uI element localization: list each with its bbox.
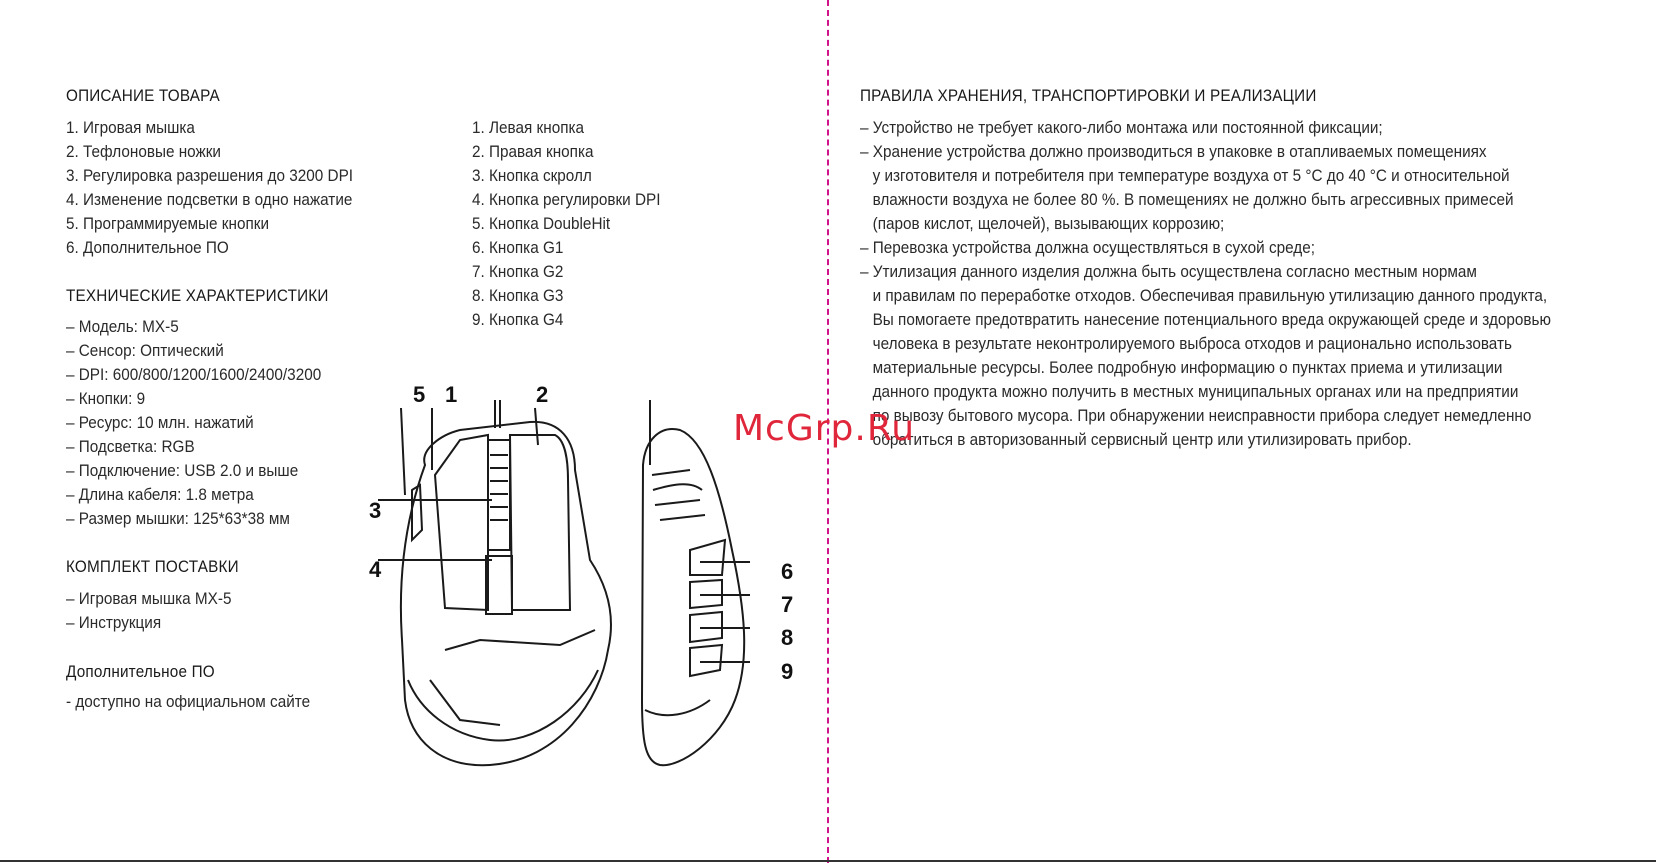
callout-7: 7 — [781, 592, 794, 617]
mouse-side-view-illustration — [642, 400, 744, 765]
list-item: – Размер мышки: 125*63*38 мм — [66, 509, 290, 528]
specs-list — [66, 315, 321, 531]
list-item: 5. Кнопка DoubleHit — [472, 214, 611, 233]
list-item: – Модель: MX-5 — [66, 317, 179, 336]
callout-5: 5 — [413, 382, 426, 407]
list-item: – Длина кабеля: 1.8 метра — [66, 485, 254, 504]
description-list — [66, 116, 353, 260]
list-item: – Ресурс: 10 млн. нажатий — [66, 413, 254, 432]
list-item: – Подключение: USB 2.0 и выше — [66, 461, 299, 480]
watermark-logo: McGrp.Ru — [733, 408, 916, 449]
text-line: (паров кислот, щелочей), вызывающих коррозию; — [872, 214, 1225, 233]
list-item: 1. Игровая мышка — [66, 118, 195, 137]
text-line: у изготовителя и потребителя при температуре воздуха от 5 °С до 40 °С и относительной — [872, 166, 1510, 185]
list-item: 7. Кнопка G2 — [472, 262, 564, 281]
list-item: – Инструкция — [66, 613, 162, 632]
text-line: – Утилизация данного изделия должна быть осуществлена согласно местным нормам — [860, 262, 1477, 281]
storage-title: ПРАВИЛА ХРАНЕНИЯ, ТРАНСПОРТИРОВКИ И РЕАЛИЗАЦИИ — [860, 86, 1317, 105]
callout-3: 3 — [369, 498, 382, 523]
package-list — [66, 587, 232, 635]
list-item: 6. Кнопка G1 — [472, 238, 564, 257]
callout-leaders — [378, 380, 750, 662]
list-item: 2. Правая кнопка — [472, 142, 594, 161]
callout-1: 1 — [445, 382, 458, 407]
description-title: ОПИСАНИЕ ТОВАРА — [66, 86, 220, 105]
text-line: и правилам по переработке отходов. Обеспечивая правильную утилизацию данного продукта, — [872, 286, 1548, 305]
list-item: 4. Кнопка регулировки DPI — [472, 190, 661, 209]
text-line: материальные ресурсы. Более подробную информацию о пунктах приема и утилизации — [872, 358, 1503, 377]
list-item: 4. Изменение подсветки в одно нажатие — [66, 190, 353, 209]
callout-2: 2 — [536, 382, 549, 407]
software-title: Дополнительное ПО — [66, 662, 215, 681]
storage-text — [860, 116, 1551, 452]
list-item: – Игровая мышка MX-5 — [66, 589, 232, 608]
callout-6: 6 — [781, 559, 794, 584]
text-line: – Хранение устройства должно производиться в упаковке в отапливаемых помещениях — [860, 142, 1487, 161]
list-item: – Сенсор: Оптический — [66, 341, 224, 360]
specs-title: ТЕХНИЧЕСКИЕ ХАРАКТЕРИСТИКИ — [66, 286, 329, 305]
text-line: влажности воздуха не более 80 %. В помещениях не должно быть агрессивных примесей — [872, 190, 1514, 209]
list-item: 6. Дополнительное ПО — [66, 238, 229, 257]
text-line: – Перевозка устройства должна осуществляться в сухой среде; — [860, 238, 1315, 257]
list-item: 1. Левая кнопка — [472, 118, 585, 137]
text-line: человека в результате неконтролируемого выброса отходов и рационально использовать — [872, 334, 1512, 353]
package-title: КОМПЛЕКТ ПОСТАВКИ — [66, 557, 239, 576]
leader-5 — [401, 408, 405, 495]
list-item: – DPI: 600/800/1200/1600/2400/3200 — [66, 365, 322, 384]
callout-4: 4 — [369, 557, 382, 582]
leader-2 — [535, 408, 538, 445]
callout-9: 9 — [781, 659, 794, 684]
bottom-edge-line — [0, 860, 1656, 862]
text-line: по вывозу бытового мусора. При обнаружении неисправности прибора следует немедленно — [872, 406, 1532, 425]
list-item: 5. Программируемые кнопки — [66, 214, 269, 233]
list-item: 8. Кнопка G3 — [472, 286, 564, 305]
list-item: 3. Кнопка скролл — [472, 166, 592, 185]
list-item: – Кнопки: 9 — [66, 389, 146, 408]
text-line: обратиться в авторизованный сервисный центр или утилизировать прибор. — [872, 430, 1412, 449]
text-line: – Устройство не требует какого-либо монтажа или постоянной фиксации; — [860, 118, 1383, 137]
list-item: 3. Регулировка разрешения до 3200 DPI — [66, 166, 354, 185]
callout-8: 8 — [781, 625, 794, 650]
buttons-list — [472, 116, 660, 332]
list-item: – Подсветка: RGB — [66, 437, 195, 456]
text-line: Вы помогаете предотвратить нанесение потенциального вреда окружающей среде и здоровью — [872, 310, 1551, 329]
list-item: 9. Кнопка G4 — [472, 310, 564, 329]
software-text: - доступно на официальном сайте — [66, 692, 311, 711]
list-item: 2. Тефлоновые ножки — [66, 142, 221, 161]
text-line: данного продукта можно получить в местных муниципальных органах или на предприятии — [872, 382, 1519, 401]
